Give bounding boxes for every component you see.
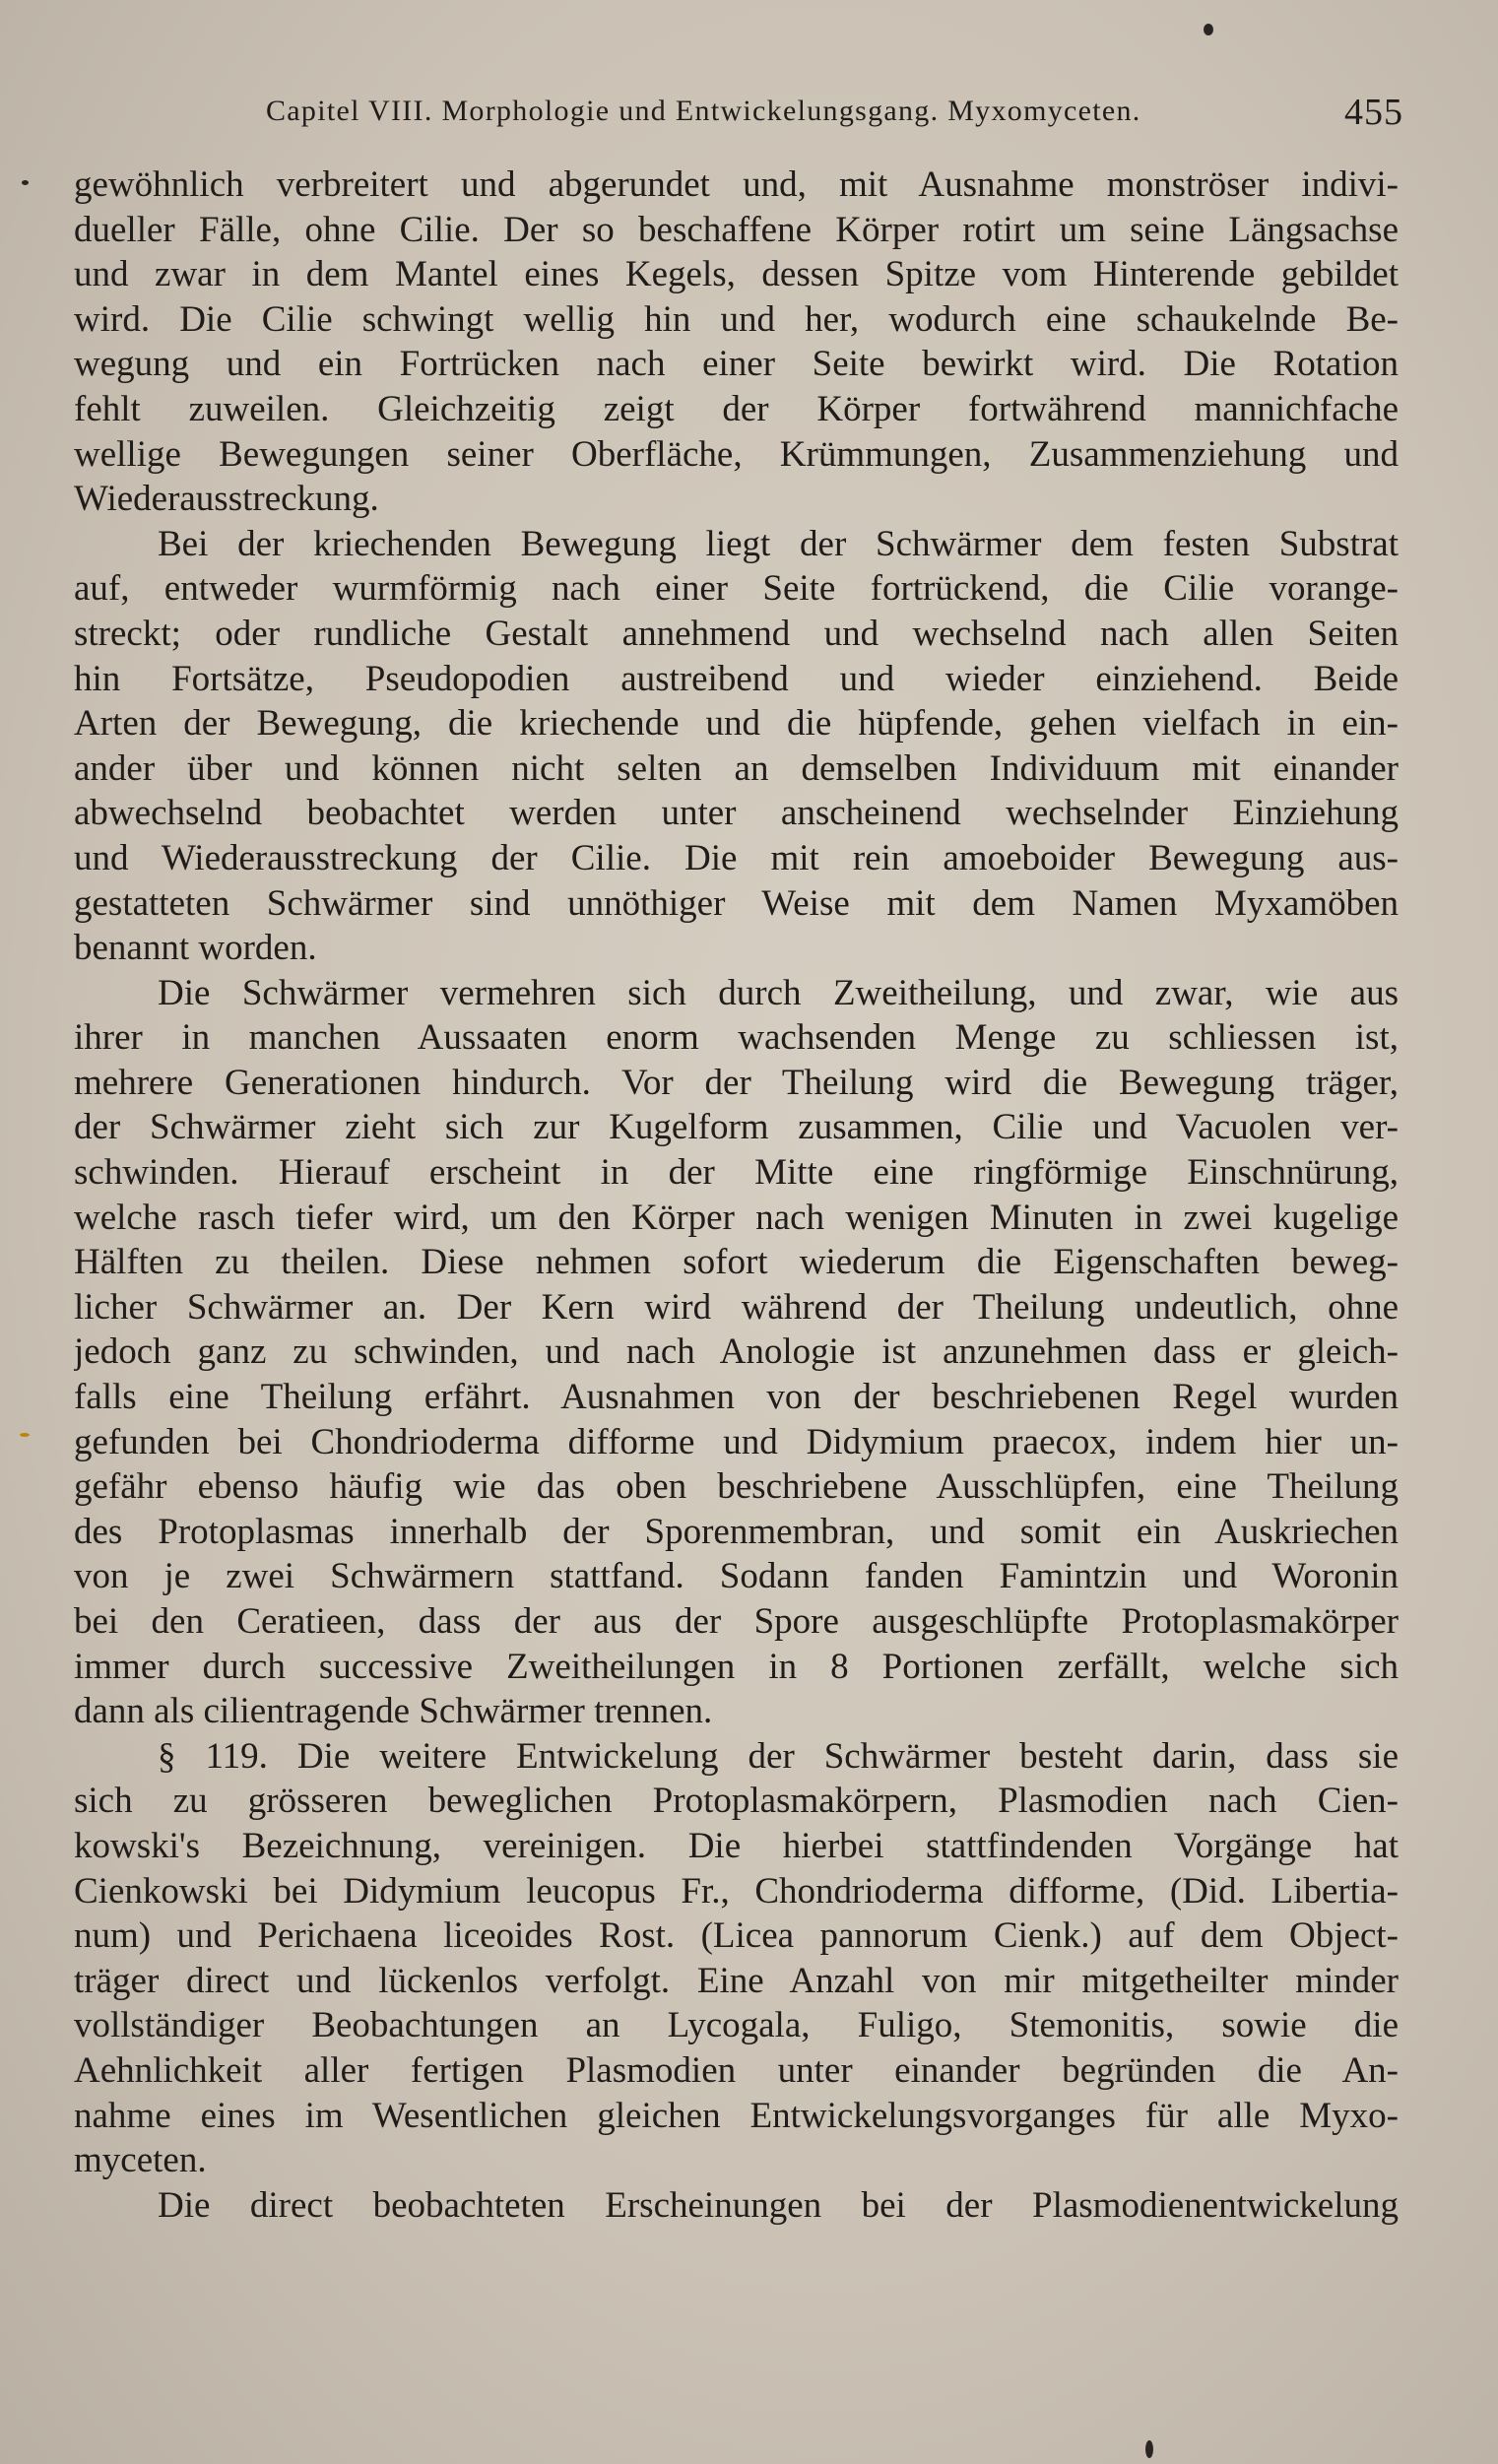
text-line: mehrere Generationen hindurch. Vor der Theilung wird die Bewegung träger, — [74, 1062, 1399, 1103]
text-line: num) und Perichaena liceoides Rost. (Licea pannorum Cienk.) auf dem Object- — [74, 1915, 1399, 1957]
text-line: streckt; oder rundliche Gestalt annehmend und wechselnd nach allen Seiten — [74, 613, 1399, 654]
paragraph — [74, 971, 1399, 1734]
text-line: ihrer in manchen Aussaaten enorm wachsenden Menge zu schliessen ist, — [74, 1017, 1399, 1059]
text-line: Hälften zu theilen. Diese nehmen sofort wiederum die Eigenschaften beweg- — [74, 1242, 1399, 1283]
text-line: Wiederausstreckung. — [74, 479, 379, 520]
body-text — [74, 162, 1399, 2228]
text-line: dueller Fälle, ohne Cilie. Der so beschaffene Körper rotirt um seine Längsachse — [74, 209, 1399, 250]
text-line: gefähr ebenso häufig wie das oben beschriebene Ausschlüpfen, eine Theilung — [74, 1466, 1399, 1508]
text-line: Arten der Bewegung, die kriechende und die hüpfende, gehen vielfach in ein- — [74, 703, 1399, 745]
ink-speck — [20, 1433, 30, 1437]
text-line: welche rasch tiefer wird, um den Körper nach wenigen Minuten in zwei kugelige — [74, 1197, 1399, 1238]
paragraph — [74, 522, 1399, 971]
text-line: Die Schwärmer vermehren sich durch Zweitheilung, und zwar, wie aus — [158, 972, 1399, 1013]
ink-speck — [1145, 2440, 1153, 2458]
paragraph — [74, 162, 1399, 522]
text-line: Die direct beobachteten Erscheinungen bei der Plasmodienentwickelung — [158, 2184, 1399, 2226]
text-line: und zwar in dem Mantel eines Kegels, dessen Spitze vom Hinterende gebildet — [74, 254, 1399, 295]
text-line: träger direct und lückenlos verfolgt. Eine Anzahl von mir mitgetheilter minder — [74, 1960, 1399, 2001]
text-line: § 119. Die weitere Entwickelung der Schwärmer besteht darin, dass sie — [158, 1735, 1399, 1777]
text-line: Cienkowski bei Didymium leucopus Fr., Chondrioderma difforme, (Did. Libertia- — [74, 1870, 1399, 1912]
text-line: vollständiger Beobachtungen an Lycogala, Fuligo, Stemonitis, sowie die — [74, 2005, 1399, 2046]
text-line: abwechselnd beobachtet werden unter anscheinend wechselnder Einziehung — [74, 793, 1399, 834]
text-line: und Wiederausstreckung der Cilie. Die mit rein amoeboider Bewegung aus- — [74, 837, 1399, 878]
text-line: jedoch ganz zu schwinden, und nach Anologie ist anzunehmen dass er gleich- — [74, 1331, 1399, 1373]
text-line: hin Fortsätze, Pseudopodien austreibend und wieder einziehend. Beide — [74, 658, 1399, 699]
text-line: auf, entweder wurmförmig nach einer Seite fortrückend, die Cilie vorange- — [74, 568, 1399, 610]
text-line: wellige Bewegungen seiner Oberfläche, Krümmungen, Zusammenziehung und — [74, 433, 1399, 475]
text-line: sich zu grösseren beweglichen Protoplasmakörpern, Plasmodien nach Cien- — [74, 1781, 1399, 1822]
text-line: gewöhnlich verbreitert und abgerundet und, mit Ausnahme monströser indivi- — [74, 164, 1399, 205]
text-line: von je zwei Schwärmern stattfand. Sodann fanden Famintzin und Woronin — [74, 1556, 1399, 1597]
text-line: wegung und ein Fortrücken nach einer Seite bewirkt wird. Die Rotation — [74, 344, 1399, 385]
text-line: dann als cilientragende Schwärmer trennen. — [74, 1691, 713, 1732]
text-line: gefunden bei Chondrioderma difforme und Didymium praecox, indem hier un- — [74, 1421, 1399, 1462]
text-line: des Protoplasmas innerhalb der Sporenmembran, und somit ein Auskriechen — [74, 1511, 1399, 1552]
text-line: benannt worden. — [74, 928, 317, 969]
text-line: wird. Die Cilie schwingt wellig hin und her, wodurch eine schaukelnde Be- — [74, 298, 1399, 340]
text-line: schwinden. Hierauf erscheint in der Mitte eine ringförmige Einschnürung, — [74, 1152, 1399, 1194]
paragraph — [74, 2183, 1399, 2229]
text-line: gestatteten Schwärmer sind unnöthiger Weise mit dem Namen Myxamöben — [74, 882, 1399, 924]
ink-speck — [1204, 24, 1213, 35]
paragraph — [74, 1734, 1399, 2183]
text-line: kowski's Bezeichnung, vereinigen. Die hierbei stattfindenden Vorgänge hat — [74, 1825, 1399, 1866]
ink-speck — [22, 180, 29, 185]
text-line: Bei der kriechenden Bewegung liegt der Schwärmer dem festen Substrat — [158, 523, 1399, 564]
text-line: der Schwärmer zieht sich zur Kugelform zusammen, Cilie und Vacuolen ver- — [74, 1107, 1399, 1148]
text-line: myceten. — [74, 2140, 207, 2181]
text-line: falls eine Theilung erfährt. Ausnahmen von der beschriebenen Regel wurden — [74, 1377, 1399, 1418]
text-line: immer durch successive Zweitheilungen in 8 Portionen zerfällt, welche sich — [74, 1646, 1399, 1687]
page-header — [266, 91, 1403, 150]
text-line: bei den Ceratieen, dass der aus der Spore ausgeschlüpfte Protoplasmakörper — [74, 1601, 1399, 1642]
text-line: Aehnlichkeit aller fertigen Plasmodien unter einander begründen die An- — [74, 2049, 1399, 2091]
running-head: Capitel VIII. Morphologie und Entwickelungsgang. Myxomyceten. — [266, 95, 1141, 127]
text-line: ander über und können nicht selten an demselben Individuum mit einander — [74, 747, 1399, 789]
text-line: fehlt zuweilen. Gleichzeitig zeigt der Körper fortwährend mannichfache — [74, 388, 1399, 429]
text-line: licher Schwärmer an. Der Kern wird während der Theilung undeutlich, ohne — [74, 1286, 1399, 1328]
text-line: nahme eines im Wesentlichen gleichen Entwickelungsvorganges für alle Myxo- — [74, 2095, 1399, 2136]
page-number: 455 — [1344, 92, 1403, 133]
